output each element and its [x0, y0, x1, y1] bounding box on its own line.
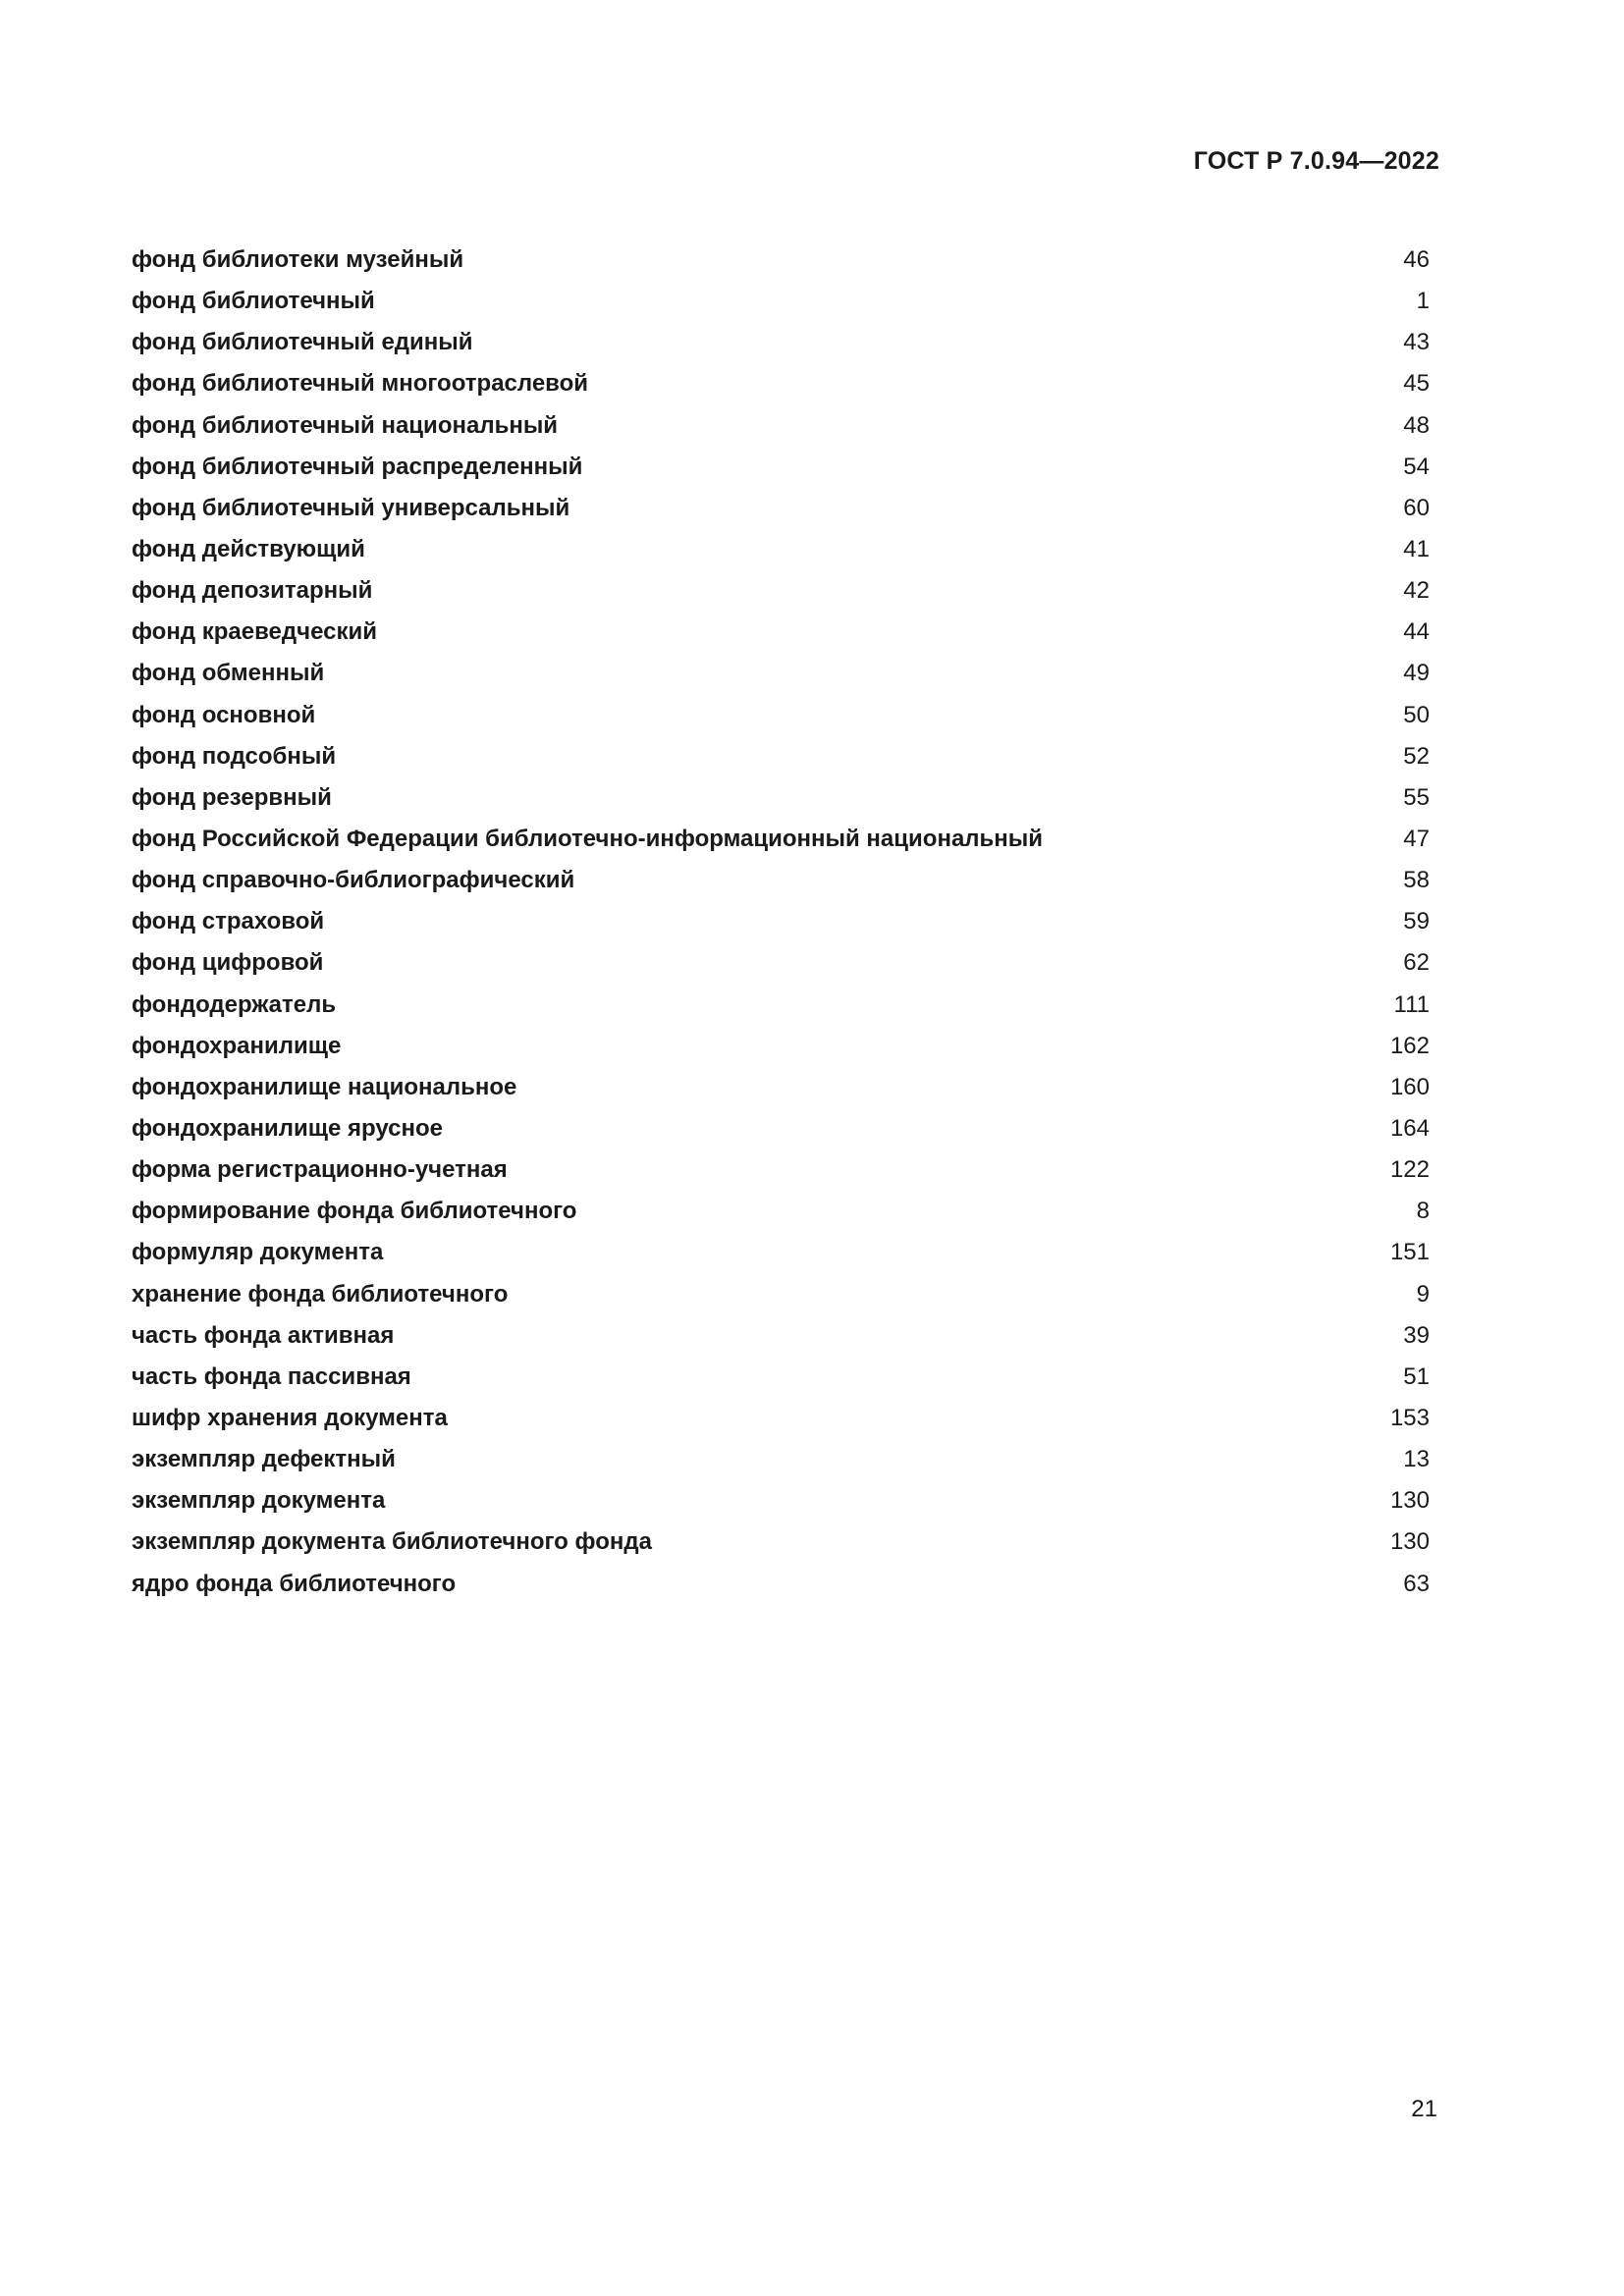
index-term: фонд краеведческий: [132, 618, 377, 646]
index-term-number: 49: [1403, 660, 1430, 687]
index-entry: [132, 1315, 1430, 1357]
index-entry: [132, 529, 1430, 570]
index-term-number: 58: [1403, 867, 1430, 894]
index-entry: [132, 570, 1430, 612]
index-entry: [132, 942, 1430, 984]
index-term-number: 52: [1403, 742, 1430, 770]
index-entry: [132, 1398, 1430, 1439]
index-term-number: 130: [1389, 1487, 1430, 1515]
index-term-number: 41: [1403, 536, 1430, 563]
index-entry: [132, 1564, 1430, 1605]
index-term-number: 46: [1403, 246, 1430, 274]
index-term-number: 48: [1403, 411, 1430, 439]
index-entry: [132, 985, 1430, 1026]
index-entry: [132, 363, 1430, 404]
index-term: фондохранилище национальное: [132, 1073, 517, 1100]
index-term-number: 59: [1403, 908, 1430, 935]
index-entry: [132, 612, 1430, 653]
index-entry: [132, 695, 1430, 736]
index-term-number: 44: [1403, 618, 1430, 646]
index-term: фонд основной: [132, 701, 316, 728]
index-entry: [132, 777, 1430, 819]
term-index-list: [132, 240, 1430, 1605]
page-number: 21: [1411, 2096, 1437, 2122]
index-term-number: 1: [1416, 288, 1430, 315]
index-term: фонд подсобный: [132, 742, 337, 770]
index-term: часть фонда активная: [132, 1321, 395, 1349]
index-term: фонд Российской Федерации библиотечно-информационный национальный: [132, 826, 1044, 853]
index-entry: [132, 1108, 1430, 1149]
index-entry: [132, 1149, 1430, 1191]
index-term-number: 63: [1403, 1570, 1430, 1597]
index-term: экземпляр документа библиотечного фонда: [132, 1528, 652, 1556]
index-term: фонд обменный: [132, 660, 325, 687]
index-entry: [132, 1480, 1430, 1522]
index-term: фонд цифровой: [132, 949, 324, 977]
index-term: шифр хранения документа: [132, 1405, 448, 1431]
index-term: фонд депозитарный: [132, 577, 373, 605]
index-term: фонд библиотечный многоотраслевой: [132, 370, 589, 398]
index-term: форма регистрационно-учетная: [132, 1156, 508, 1184]
index-entry: [132, 819, 1430, 860]
index-entry: [132, 240, 1430, 281]
index-term: ядро фонда библиотечного: [132, 1570, 457, 1597]
index-term: часть фонда пассивная: [132, 1362, 411, 1390]
index-entry: [132, 1232, 1430, 1273]
index-term-number: 130: [1389, 1528, 1430, 1556]
index-entry: [132, 1191, 1430, 1232]
index-term-number: 51: [1403, 1362, 1430, 1390]
index-entry: [132, 1522, 1430, 1563]
index-entry: [132, 1274, 1430, 1315]
index-term-number: 162: [1389, 1032, 1430, 1059]
index-term: фонд действующий: [132, 536, 365, 563]
index-term-number: 39: [1403, 1321, 1430, 1349]
index-entry: [132, 405, 1430, 447]
index-term: фонд библиотечный универсальный: [132, 494, 570, 521]
index-term-number: 122: [1389, 1156, 1430, 1184]
document-standard-number: ГОСТ Р 7.0.94—2022: [1193, 147, 1439, 175]
index-term: фонд библиотечный распределенный: [132, 453, 583, 480]
index-entry: [132, 1357, 1430, 1398]
index-term-number: 60: [1403, 494, 1430, 521]
index-entry: [132, 281, 1430, 322]
index-term-number: 8: [1416, 1198, 1430, 1225]
index-term-number: 160: [1389, 1073, 1430, 1100]
index-term-number: 9: [1416, 1280, 1430, 1308]
index-term-number: 47: [1403, 826, 1430, 853]
index-term: экземпляр документа: [132, 1487, 386, 1515]
index-term: хранение фонда библиотечного: [132, 1280, 509, 1308]
index-term: формирование фонда библиотечного: [132, 1198, 577, 1225]
index-term: экземпляр дефектный: [132, 1446, 396, 1473]
index-entry: [132, 447, 1430, 488]
index-term: фонд библиотечный единый: [132, 329, 473, 356]
index-term: фондодержатель: [132, 990, 337, 1018]
index-term-number: 153: [1389, 1405, 1430, 1431]
index-term-number: 111: [1393, 990, 1430, 1018]
index-entry: [132, 322, 1430, 363]
index-term-number: 50: [1403, 701, 1430, 728]
index-entry: [132, 488, 1430, 529]
index-term: фондохранилище: [132, 1032, 342, 1059]
index-entry: [132, 653, 1430, 694]
index-term-number: 55: [1403, 783, 1430, 811]
index-term-number: 62: [1403, 949, 1430, 977]
index-entry: [132, 1439, 1430, 1480]
index-entry: [132, 736, 1430, 777]
index-term: фонд библиотеки музейный: [132, 246, 464, 274]
index-term-number: 54: [1403, 453, 1430, 480]
index-term-number: 45: [1403, 370, 1430, 398]
index-term-number: 164: [1389, 1115, 1430, 1143]
index-term: фонд резервный: [132, 783, 332, 811]
index-term-number: 13: [1403, 1446, 1430, 1473]
index-entry: [132, 860, 1430, 901]
index-term: фонд библиотечный: [132, 288, 375, 315]
index-entry: [132, 1067, 1430, 1108]
index-term: фонд библиотечный национальный: [132, 411, 559, 439]
index-term: формуляр документа: [132, 1239, 384, 1266]
index-term-number: 42: [1403, 577, 1430, 605]
index-entry: [132, 1026, 1430, 1067]
index-entry: [132, 901, 1430, 942]
index-term-number: 43: [1403, 329, 1430, 356]
index-term: фондохранилище ярусное: [132, 1115, 443, 1143]
index-term: фонд справочно-библиографический: [132, 867, 575, 894]
index-term-number: 151: [1389, 1239, 1430, 1266]
index-term: фонд страховой: [132, 908, 325, 935]
